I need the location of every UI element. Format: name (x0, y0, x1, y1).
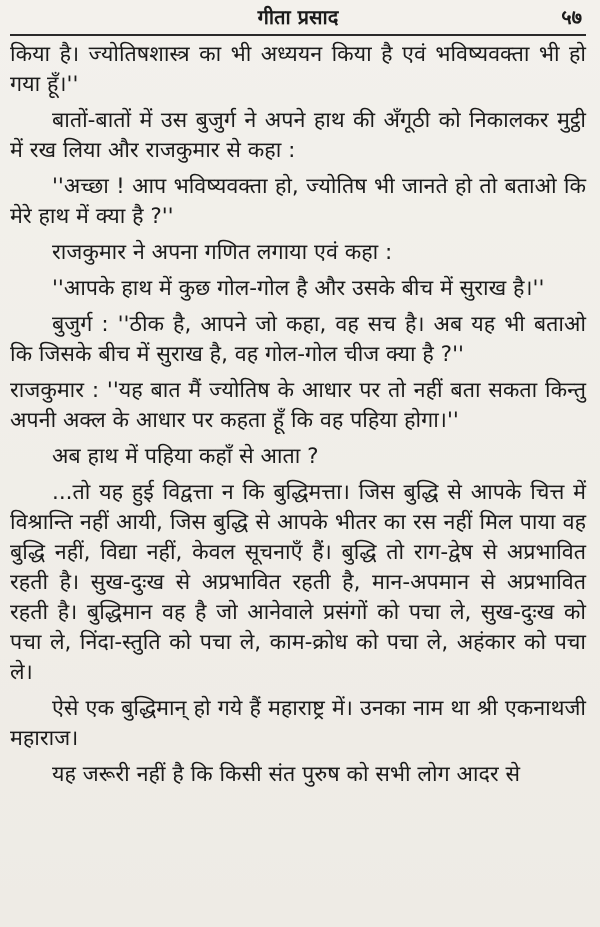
paragraph: ऐसे एक बुद्धिमान् हो गये हैं महाराष्ट्र में। उनका नाम था श्री एकनाथजी महाराज। (10, 696, 586, 751)
paragraph: किया है। ज्योतिषशास्त्र का भी अध्ययन किया है एवं भविष्यवक्ता भी हो गया हूँ।'' (10, 42, 586, 97)
paragraph: बातों-बातों में उस बुजुर्ग ने अपने हाथ की अँगूठी को निकालकर मुट्ठी में रख लिया और राजकुमार से कहा : (10, 108, 586, 163)
body-text (10, 40, 586, 790)
paragraph: यह जरूरी नहीं है कि किसी संत पुरुष को सभी लोग आदर से (52, 762, 521, 787)
page-number: ५७ (561, 5, 582, 29)
page-header (10, 0, 586, 36)
paragraph: ''आपके हाथ में कुछ गोल-गोल है और उसके बीच में सुराख है।'' (52, 276, 545, 301)
paragraph: राजकुमार ने अपना गणित लगाया एवं कहा : (52, 240, 393, 265)
paragraph: राजकुमार : ''यह बात मैं ज्योतिष के आधार पर तो नहीं बता सकता किन्तु अपनी अक्ल के आधार पर कहता हूँ कि वह पहिया होगा।'' (10, 378, 586, 433)
paragraph: बुजुर्ग : ''ठीक है, आपने जो कहा, वह सच है। अब यह भी बताओ कि जिसके बीच में सुराख है, वह गोल-गोल चीज क्या है ?'' (10, 312, 586, 367)
paragraph: ''अच्छा ! आप भविष्यवक्ता हो, ज्योतिष भी जानते हो तो बताओ कि मेरे हाथ में क्या है ?'' (10, 174, 586, 229)
paragraph: ...तो यह हुई विद्वत्ता न कि बुद्धिमत्ता। जिस बुद्धि से आपके चित्त में विश्रान्ति नहीं आयी, जिस बुद्धि से आपके भीतर का रस नहीं मिल पाया वह बुद्धि नहीं, विद्या नहीं, केवल सूचनाएँ हैं। बुद्धि तो राग-द्वेष से अप्रभावित रहती है। सुख-दुःख से अप्रभावित रहती है, मान-अपमान से अप्रभावित रहती है। बुद्धिमान वह है जो आनेवाले प्रसंगों को पचा ले, सुख-दुःख को पचा ले, निंदा-स्तुति को पचा ले, काम-क्रोध को पचा ले, अहंकार को पचा ले। (10, 480, 586, 685)
paragraph: अब हाथ में पहिया कहाँ से आता ? (52, 444, 319, 469)
running-title: गीता प्रसाद (257, 5, 339, 29)
